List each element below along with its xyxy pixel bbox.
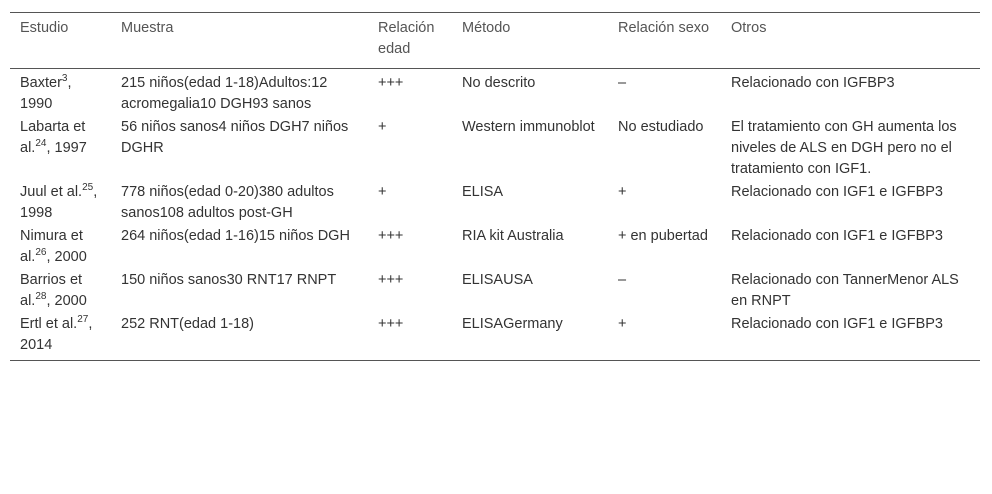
cell-method: ELISAGermany bbox=[462, 316, 563, 332]
study-year: , 2000 bbox=[46, 293, 87, 309]
study-ref-link[interactable]: 3 bbox=[61, 73, 68, 85]
study-name: Juul et al. bbox=[20, 184, 83, 200]
cell-sex-relation: + bbox=[618, 316, 627, 332]
table-body bbox=[10, 69, 980, 361]
header-otros: Otros bbox=[731, 20, 767, 36]
cell-others: Relacionado con TannerMenor ALS en RNPT bbox=[731, 272, 959, 309]
cell-study bbox=[10, 180, 111, 224]
header-row bbox=[10, 13, 980, 69]
cell-age-relation: + bbox=[378, 184, 387, 200]
header-relacion-edad: Relación edad bbox=[378, 20, 435, 57]
cell-method: Western immunoblot bbox=[462, 119, 595, 135]
study-year: , 1990 bbox=[20, 75, 72, 112]
cell-age-relation: +++ bbox=[378, 316, 404, 332]
cell-age-relation: + bbox=[378, 119, 387, 135]
cell-others: Relacionado con IGF1 e IGFBP3 bbox=[731, 316, 943, 332]
cell-sex-relation: – bbox=[618, 75, 627, 91]
study-name: Barrios et al. bbox=[20, 272, 83, 309]
studies-table-container bbox=[10, 12, 980, 361]
study-name: Ertl et al. bbox=[20, 316, 78, 332]
study-year: , 1998 bbox=[20, 184, 98, 221]
cell-others: El tratamiento con GH aumenta los niveles de ALS en DGH pero no el tratamiento con IGF1. bbox=[731, 119, 957, 177]
cell-age-relation: +++ bbox=[378, 272, 404, 288]
header-relacion-sexo: Relación sexo bbox=[618, 20, 710, 36]
header-metodo: Método bbox=[462, 20, 511, 36]
table-header bbox=[10, 13, 980, 69]
cell-age-relation: +++ bbox=[378, 228, 404, 244]
study-ref-link[interactable]: 28 bbox=[35, 291, 47, 303]
cell-study bbox=[10, 69, 111, 116]
study-name: Baxter bbox=[20, 75, 62, 91]
cell-sample: 778 niños(edad 0-20)380 adultos sanos108 adultos post-GH bbox=[121, 184, 334, 221]
cell-sex-relation: – bbox=[618, 272, 627, 288]
cell-sample: 252 RNT(edad 1-18) bbox=[121, 316, 254, 332]
cell-study bbox=[10, 224, 111, 268]
cell-others: Relacionado con IGF1 e IGFBP3 bbox=[731, 228, 943, 244]
cell-others: Relacionado con IGFBP3 bbox=[731, 75, 895, 91]
cell-sex-relation: + bbox=[618, 184, 627, 200]
study-ref-link[interactable]: 25 bbox=[82, 182, 94, 194]
cell-sample: 215 niños(edad 1-18)Adultos:12 acromegalia10 DGH93 sanos bbox=[121, 75, 328, 112]
study-name: Nimura et al. bbox=[20, 228, 83, 265]
cell-study bbox=[10, 312, 111, 361]
study-name: Labarta et al. bbox=[20, 119, 86, 156]
study-ref-link[interactable]: 26 bbox=[35, 247, 47, 259]
table-row bbox=[10, 224, 980, 268]
studies-table bbox=[10, 12, 980, 361]
cell-study bbox=[10, 115, 111, 180]
cell-sample: 56 niños sanos4 niños DGH7 niños DGHR bbox=[121, 119, 349, 156]
table-row bbox=[10, 69, 980, 116]
cell-study bbox=[10, 268, 111, 312]
cell-method: No descrito bbox=[462, 75, 536, 91]
cell-sex-relation: + en pubertad bbox=[618, 228, 708, 244]
table-row bbox=[10, 312, 980, 361]
table-row bbox=[10, 115, 980, 180]
study-year: , 2014 bbox=[20, 316, 93, 353]
cell-sex-relation: No estudiado bbox=[618, 119, 704, 135]
study-year: , 1997 bbox=[46, 140, 87, 156]
header-muestra: Muestra bbox=[121, 20, 174, 36]
cell-others: Relacionado con IGF1 e IGFBP3 bbox=[731, 184, 943, 200]
cell-sample: 150 niños sanos30 RNT17 RNPT bbox=[121, 272, 337, 288]
cell-age-relation: +++ bbox=[378, 75, 404, 91]
study-ref-link[interactable]: 27 bbox=[77, 314, 89, 326]
study-year: , 2000 bbox=[46, 249, 87, 265]
study-ref-link[interactable]: 24 bbox=[35, 138, 47, 150]
cell-method: RIA kit Australia bbox=[462, 228, 564, 244]
cell-sample: 264 niños(edad 1-16)15 niños DGH bbox=[121, 228, 350, 244]
table-row bbox=[10, 268, 980, 312]
cell-method: ELISA bbox=[462, 184, 504, 200]
table-row bbox=[10, 180, 980, 224]
cell-method: ELISAUSA bbox=[462, 272, 533, 288]
header-estudio: Estudio bbox=[20, 20, 69, 36]
